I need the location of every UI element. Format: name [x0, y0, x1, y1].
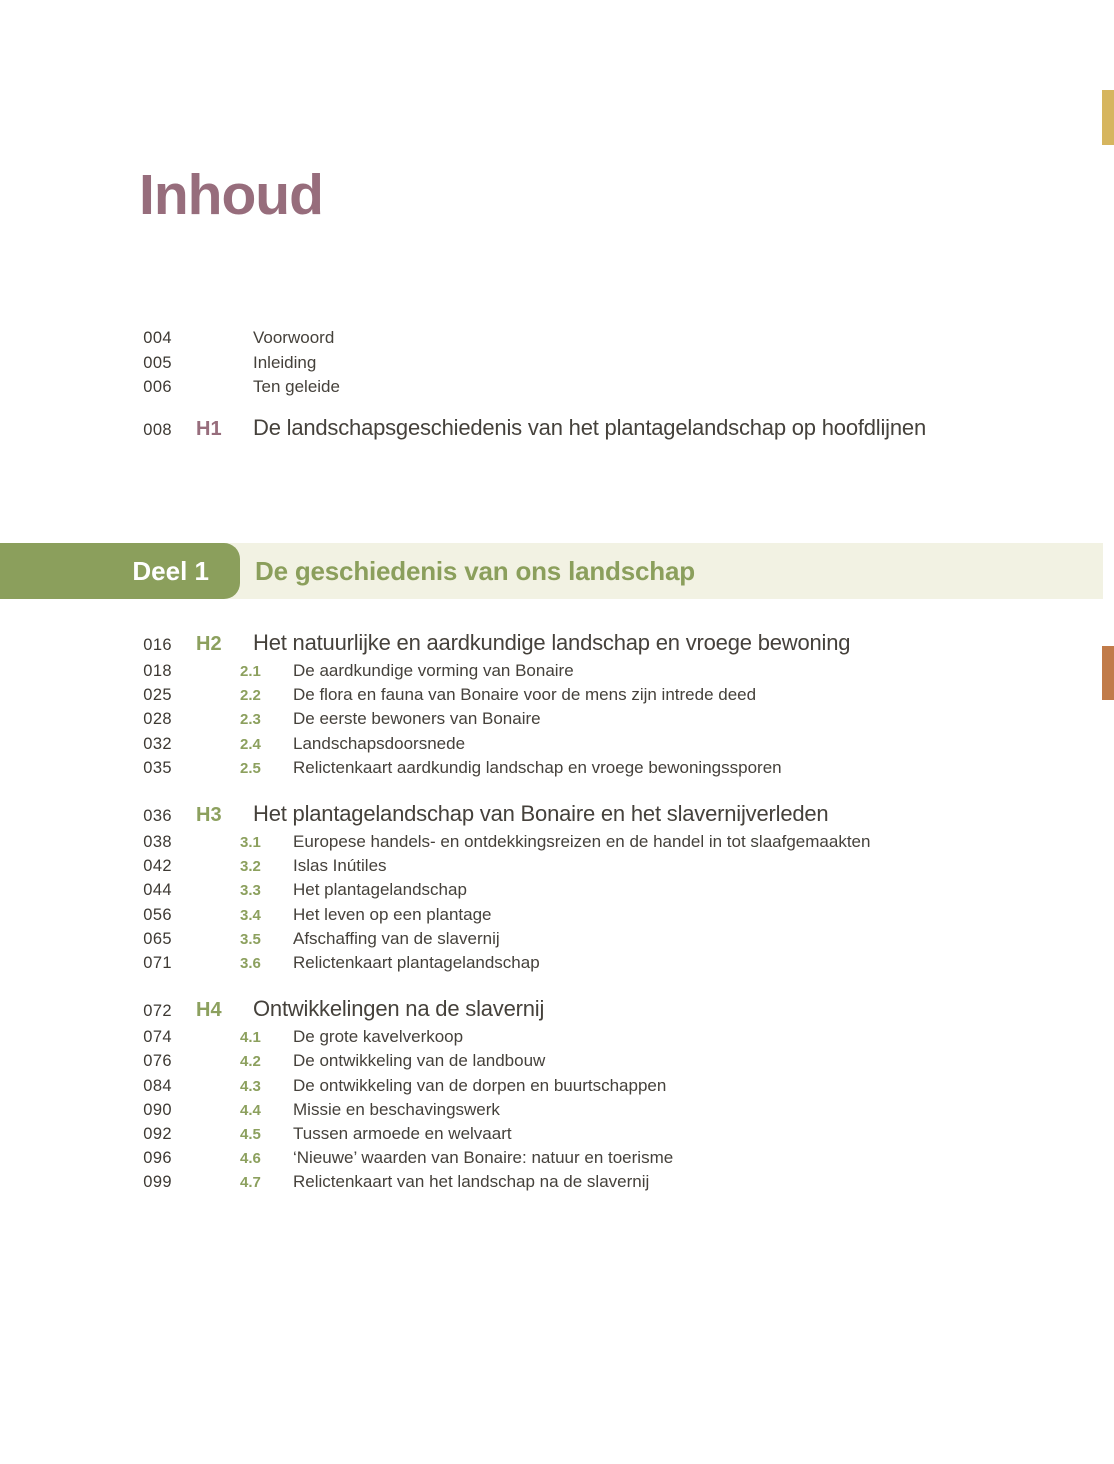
section-number: 2.4	[240, 735, 261, 753]
page-number: 072	[143, 1002, 172, 1021]
section-title: Europese handels- en ontdekkingsreizen en de handel in tot slaafgemaakten	[293, 832, 871, 852]
page-number: 092	[143, 1125, 172, 1144]
section-title: De flora en fauna van Bonaire voor de mens zijn intrede deed	[293, 685, 757, 705]
section-title: Relictenkaart plantagelandschap	[293, 953, 540, 973]
page-number: 025	[143, 686, 172, 705]
section-title: Relictenkaart aardkundig landschap en vroege bewoningssporen	[293, 757, 782, 777]
section-row	[120, 854, 870, 878]
entry-title: Ten geleide	[253, 377, 340, 396]
chapter-title: De landschapsgeschiedenis van het plantagelandschap op hoofdlijnen	[253, 415, 926, 440]
section-row	[120, 1049, 870, 1073]
page-number: 084	[143, 1076, 172, 1095]
page-number: 044	[143, 881, 172, 900]
chapter-title: Ontwikkelingen na de slavernij	[253, 996, 545, 1022]
chapter-index-tab-orange	[1102, 646, 1114, 700]
chapter-label: H2	[196, 633, 222, 655]
section-title: Missie en beschavingswerk	[293, 1099, 500, 1119]
section-title: De ontwikkeling van de dorpen en buurtschappen	[293, 1075, 667, 1095]
section-number: 2.2	[240, 687, 261, 705]
page-number: 036	[143, 807, 172, 826]
chapter-group	[120, 629, 870, 780]
page-number: 032	[143, 734, 172, 753]
section-number: 4.7	[240, 1174, 261, 1192]
section-number: 2.3	[240, 711, 261, 729]
chapter-title: Het natuurlijke en aardkundige landschap en vroege bewoning	[253, 630, 851, 655]
front-matter-row	[120, 375, 340, 400]
section-row	[120, 951, 870, 975]
section-row	[120, 927, 870, 951]
page-number: 096	[143, 1149, 172, 1168]
section-number: 3.1	[240, 834, 261, 852]
entry-title: Voorwoord	[253, 328, 335, 347]
entry-title: Inleiding	[253, 352, 317, 372]
section-row	[120, 1074, 870, 1098]
page-number: 004	[143, 329, 172, 347]
section-row	[120, 1170, 870, 1194]
section-title: Het plantagelandschap	[293, 880, 467, 900]
section-row	[120, 903, 870, 927]
part-title: De geschiedenis van ons landschap	[255, 556, 695, 586]
section-row	[120, 1122, 870, 1146]
section-title: Landschapsdoorsnede	[293, 733, 466, 753]
section-title: De aardkundige vorming van Bonaire	[293, 661, 574, 680]
chapter-heading-row	[120, 414, 926, 444]
chapter-list	[120, 629, 870, 1195]
chapter-label: H4	[196, 999, 222, 1022]
section-title: Het leven op een plantage	[293, 904, 492, 924]
page-number: 065	[143, 929, 172, 948]
section-number: 2.5	[240, 759, 261, 777]
chapter-heading-row	[120, 995, 870, 1025]
page-title: Inhoud	[139, 163, 323, 227]
section-row	[120, 830, 870, 854]
chapter-index-tab-gold	[1102, 90, 1114, 145]
page-number: 006	[143, 378, 172, 396]
section-number: 4.5	[240, 1126, 261, 1144]
page-number: 056	[143, 905, 172, 924]
chapter-heading-row	[120, 629, 870, 659]
page-number: 071	[143, 954, 172, 973]
section-title: Islas Inútiles	[293, 856, 387, 876]
section-title: Tussen armoede en welvaart	[293, 1124, 512, 1144]
section-number: 4.3	[240, 1077, 261, 1095]
page-number: 035	[143, 758, 172, 777]
section-row	[120, 756, 870, 780]
section-title: Relictenkaart van het landschap na de slavernij	[293, 1172, 650, 1192]
section-number: 4.6	[240, 1150, 261, 1168]
page-number: 076	[143, 1052, 172, 1071]
section-row	[120, 707, 870, 731]
section-row	[120, 878, 870, 902]
page-number: 090	[143, 1100, 172, 1119]
chapter-heading-row	[120, 800, 870, 830]
section-title: De eerste bewoners van Bonaire	[293, 709, 541, 729]
section-title: De ontwikkeling van de landbouw	[293, 1051, 546, 1071]
part-banner	[0, 543, 1103, 599]
section-row	[120, 683, 870, 707]
section-row	[120, 1098, 870, 1122]
front-matter-row	[120, 326, 340, 351]
page-number: 038	[143, 833, 172, 852]
section-title: Afschaffing van de slavernij	[293, 928, 500, 948]
front-matter-row	[120, 351, 340, 376]
page-number: 005	[143, 353, 172, 372]
section-number: 4.4	[240, 1101, 261, 1119]
chapter-label: H1	[196, 418, 222, 440]
section-number: 4.1	[240, 1029, 261, 1047]
section-number: 3.4	[240, 906, 261, 924]
section-number: 2.1	[240, 663, 261, 680]
page-number: 016	[143, 636, 172, 654]
chapter-group	[120, 800, 870, 975]
section-row	[120, 1025, 870, 1049]
page-number: 074	[143, 1028, 172, 1047]
h1-entry	[120, 414, 926, 444]
page-number: 008	[143, 421, 172, 439]
section-number: 3.3	[240, 882, 261, 900]
page-number: 099	[143, 1173, 172, 1192]
section-number: 3.6	[240, 955, 261, 973]
section-number: 4.2	[240, 1053, 261, 1071]
section-number: 3.5	[240, 930, 261, 948]
page-number: 018	[143, 662, 172, 680]
chapter-group	[120, 995, 870, 1194]
chapter-label: H3	[196, 804, 222, 827]
section-row	[120, 732, 870, 756]
section-title: De grote kavelverkoop	[293, 1027, 464, 1047]
page-number: 028	[143, 710, 172, 729]
section-title: ‘Nieuwe’ waarden van Bonaire: natuur en toerisme	[293, 1148, 674, 1168]
section-row	[120, 659, 870, 683]
part-label-block: Deel 1	[0, 543, 240, 599]
page-number: 042	[143, 857, 172, 876]
section-row	[120, 1146, 870, 1170]
section-number: 3.2	[240, 858, 261, 876]
chapter-title: Het plantagelandschap van Bonaire en het slavernijverleden	[253, 801, 829, 827]
front-matter-list	[120, 326, 340, 400]
